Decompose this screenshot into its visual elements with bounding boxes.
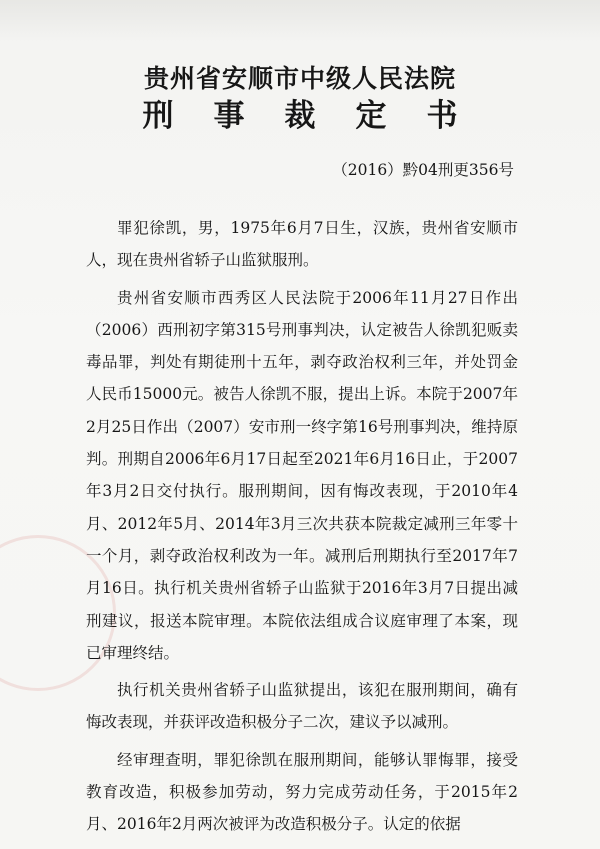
paragraph-defendant-info: 罪犯徐凯，男，1975年6月7日生，汉族，贵州省安顺市人，现在贵州省轿子山监狱服刑。: [86, 219, 518, 270]
paragraph-findings: 经审理查明，罪犯徐凯在服刑期间，能够认罪悔罪，接受教育改造，积极参加劳动，努力完成劳动任务，于2015年2月、2016年2月两次被评为改造积极分子。认定的依据: [86, 750, 518, 834]
document-title: 刑事裁定书: [142, 98, 498, 134]
paragraph-prison-proposal: 执行机关贵州省轿子山监狱提出，该犯在服刑期间，确有悔改表现，并获评改造积极分子二次，建议予以减刑。: [86, 681, 518, 732]
document-body: [86, 212, 518, 841]
case-number: （2016）黔04刑更356号: [332, 161, 514, 179]
paragraph-case-history: 贵州省安顺市西秀区人民法院于2006年11月27日作出（2006）西刑初字第315号刑事判决，认定被告人徐凯犯贩卖毒品罪，判处有期徒刑十五年，剥夺政治权利三年，并处罚金人民币15000元。被告人徐凯不服，提出上诉。本院于2007年2月25日作出（2007）安市刑一终字第16号刑事判决，维持原判。刑期自2006年6月17日起至2021年6月16日止，于2007年3月2日交付执行。服刑期间，因有悔改表现，于2010年4月、2012年5月、2014年3月三次共获本院裁定减刑三年零十一个月，剥夺政治权利改为一年。减刑后刑期执行至2017年7月16日。执行机关贵州省轿子山监狱于2016年3月7日提出减刑建议，报送本院审理。本院依法组成合议庭审理了本案，现已审理终结。: [86, 288, 518, 662]
court-name: 贵州省安顺市中级人民法院: [143, 64, 456, 93]
scan-shadow: [0, 0, 600, 40]
